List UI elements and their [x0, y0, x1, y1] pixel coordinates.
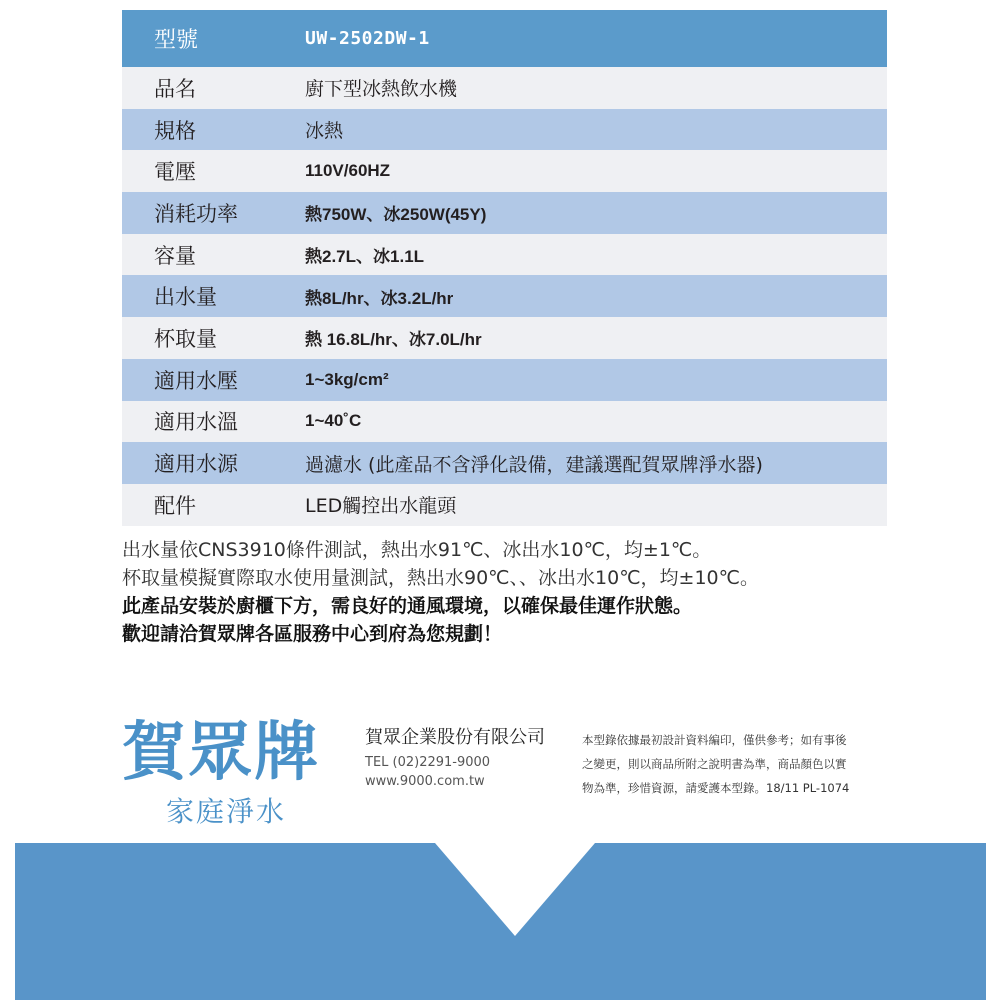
spec-label: 配件 [154, 493, 196, 518]
spec-row-water-pressure [122, 359, 887, 401]
spec-table [122, 10, 887, 526]
model-value: UW-2502DW-1 [305, 28, 430, 49]
spec-row-water-source [122, 442, 887, 484]
spec-label: 出水量 [154, 285, 217, 310]
company-tel: TEL (02)2291-9000 [365, 755, 491, 770]
spec-value: 110V/60HZ [305, 161, 391, 181]
spec-label: 適用水源 [154, 452, 238, 477]
spec-label: 品名 [154, 76, 196, 101]
bottom-band [15, 843, 986, 1000]
brand-logo [122, 718, 337, 830]
notes [122, 536, 922, 648]
note-flow-test: 出水量依CNS3910條件測試，熱出水91℃、冰出水10℃，均±1℃。 [122, 539, 712, 561]
note-cup-test: 杯取量模擬實際取水使用量測試，熱出水90℃、、冰出水10℃，均±10℃。 [122, 567, 759, 589]
spec-row-voltage [122, 150, 887, 192]
company-website: www.9000.com.tw [365, 774, 485, 789]
spec-row-flow-rate [122, 275, 887, 317]
brand-name: 賀眾牌 [122, 716, 320, 790]
spec-row-power [122, 192, 887, 234]
spec-row-type [122, 109, 887, 151]
notch-shape [435, 843, 595, 936]
spec-value: 1~3kg/cm² [305, 369, 389, 389]
company-info [365, 728, 545, 791]
brand-subtitle: 家庭淨水 [166, 795, 287, 828]
disclaimer-line: 本型錄依據最初設計資料編印，僅供參考；如有事後 [582, 733, 847, 747]
disclaimer-line: 之變更，則以商品所附之說明書為準，商品顏色以實 [582, 757, 847, 771]
spec-row-product-name [122, 67, 887, 109]
spec-row-cup-volume [122, 317, 887, 359]
spec-value: 熱 16.8L/hr、冰7.0L/hr [305, 330, 482, 350]
spec-value: 熱2.7L、冰1.1L [305, 247, 425, 267]
spec-row-water-temperature [122, 401, 887, 443]
spec-label: 杯取量 [154, 326, 217, 351]
disclaimer-line: 物為準，珍惜資源，請愛護本型錄。18/11 PL-1074 [582, 781, 850, 795]
spec-value: 熱8L/hr、冰3.2L/hr [305, 288, 454, 308]
spec-label: 容量 [154, 243, 196, 268]
spec-row-capacity [122, 234, 887, 276]
spec-value: 冰熱 [305, 120, 344, 143]
company-name: 賀眾企業股份有限公司 [365, 727, 545, 748]
spec-value: 1~40˚C [305, 411, 362, 431]
down-chevron-notch [15, 843, 986, 1000]
spec-label: 適用水溫 [154, 410, 238, 435]
spec-row-accessory [122, 484, 887, 526]
spec-label: 適用水壓 [154, 368, 238, 393]
spec-label: 電壓 [154, 160, 196, 185]
spec-value: 熱750W、冰250W(45Y) [305, 205, 487, 225]
model-label: 型號 [154, 28, 199, 53]
spec-value: 廚下型冰熱飲水機 [305, 78, 458, 101]
disclaimer [582, 728, 892, 800]
spec-label: 規格 [154, 118, 196, 143]
spec-header-row [122, 10, 887, 67]
note-installation: 此產品安裝於廚櫃下方，需良好的通風環境，以確保最佳運作狀態。 [122, 595, 693, 617]
spec-value: 過濾水 (此產品不含淨化設備，建議選配賀眾牌淨水器) [305, 453, 763, 476]
spec-label: 消耗功率 [154, 201, 238, 226]
note-service: 歡迎請洽賀眾牌各區服務中心到府為您規劃！ [122, 623, 503, 645]
spec-value: LED觸控出水龍頭 [305, 495, 457, 518]
